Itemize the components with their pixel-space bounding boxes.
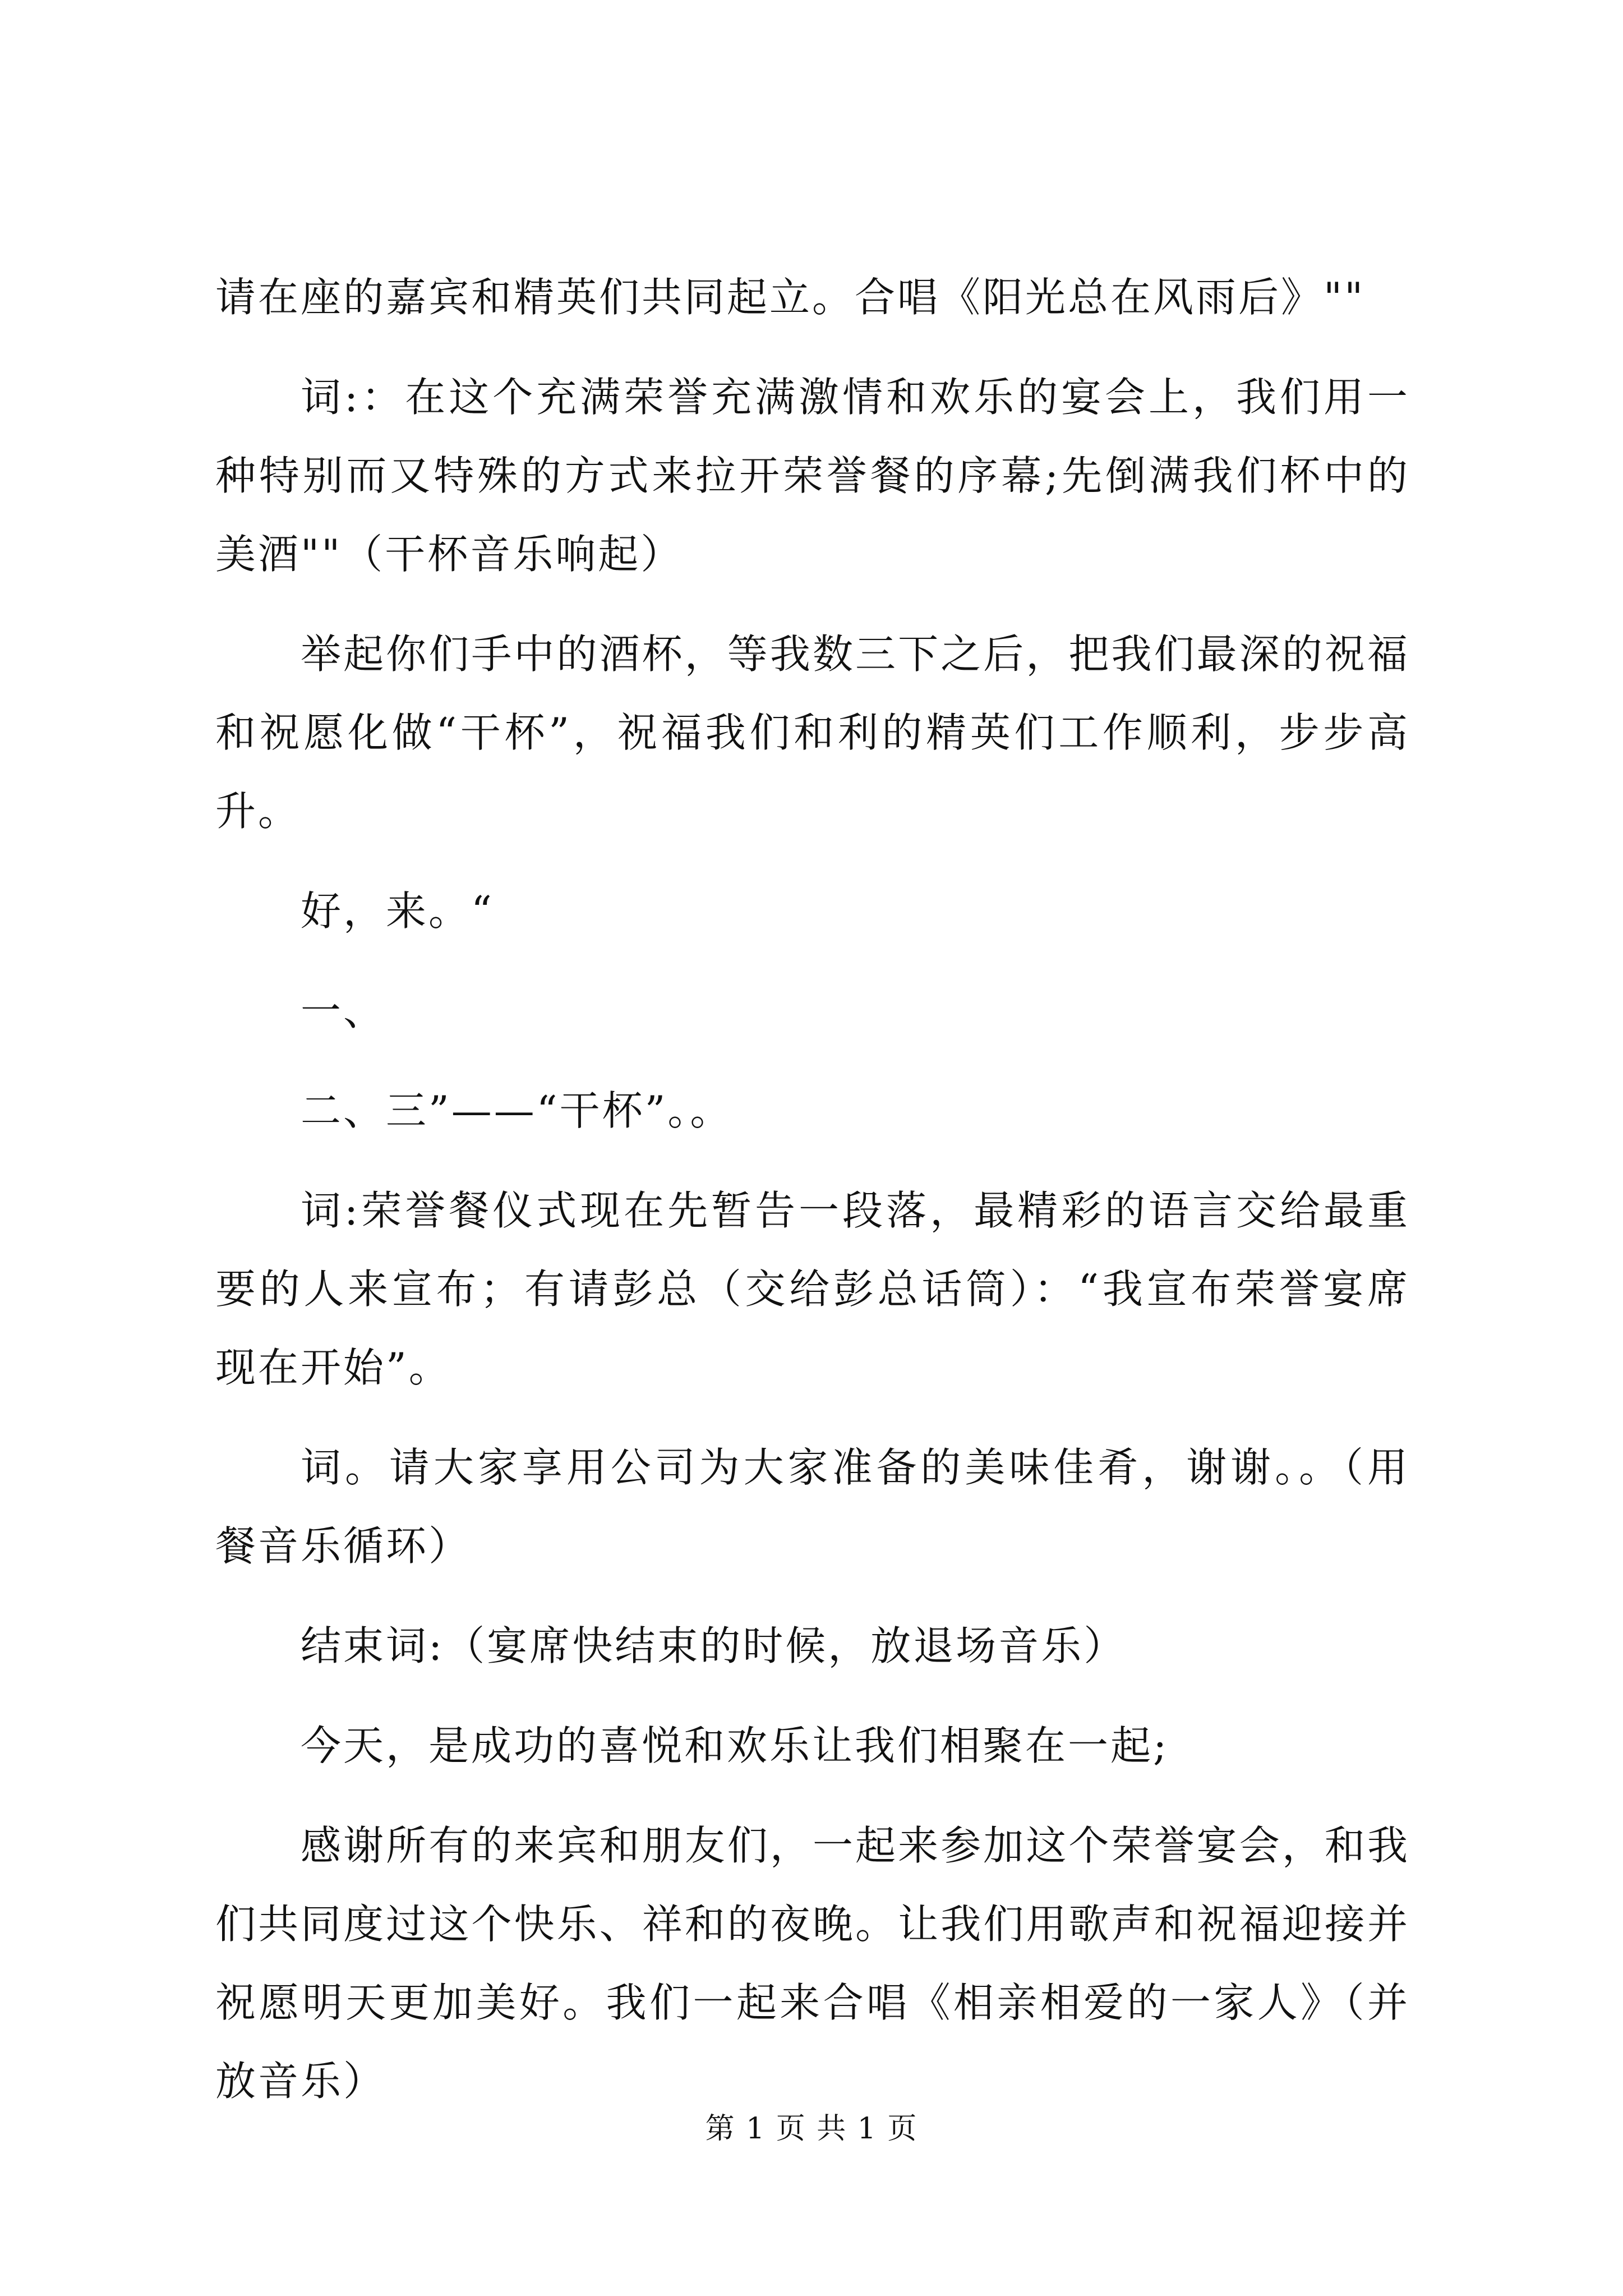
paragraph: 词。请大家享用公司为大家准备的美味佳肴，谢谢。。（用餐音乐循环）	[215, 1444, 1410, 1570]
paragraph: 今天，是成功的喜悦和欢乐让我们相聚在一起;	[301, 1722, 1169, 1769]
paragraph: 二、三”——“干杯”。。	[301, 1087, 733, 1134]
paragraph: 结束词:（宴席快结束的时候，放退场音乐）	[301, 1622, 1127, 1669]
paragraph: 感谢所有的来宾和朋友们，一起来参加这个荣誉宴会，和我们共同度过这个快乐、祥和的夜晚。让我们用歌声和祝福迎接并祝愿明天更加美好。我们一起来合唱《相亲相爱的一家人》（并放音乐）	[215, 1822, 1410, 2105]
paragraph: 请在座的嘉宾和精英们共同起立。合唱《阳光总在风雨后》""	[215, 274, 1366, 321]
paragraph: 一、	[301, 987, 386, 1034]
page-footer: 第 1 页 共 1 页	[705, 2112, 918, 2146]
paragraph: 举起你们手中的酒杯，等我数三下之后，把我们最深的祝福和祝愿化做“干杯”，祝福我们和利的精英们工作顺利，步步高升。	[215, 631, 1410, 835]
paragraph: 词:荣誉餐仪式现在先暂告一段落，最精彩的语言交给最重要的人来宣布；有请彭总（交给彭总话筒）：“我宣布荣誉宴席现在开始”。	[215, 1187, 1410, 1391]
paragraph: 好，来。“	[301, 887, 494, 935]
document-body	[215, 258, 1410, 2142]
paragraph: 词:：在这个充满荣誉充满激情和欢乐的宴会上，我们用一种特别而又特殊的方式来拉开荣誉餐的序幕;先倒满我们杯中的美酒""（干杯音乐响起）	[215, 374, 1410, 578]
